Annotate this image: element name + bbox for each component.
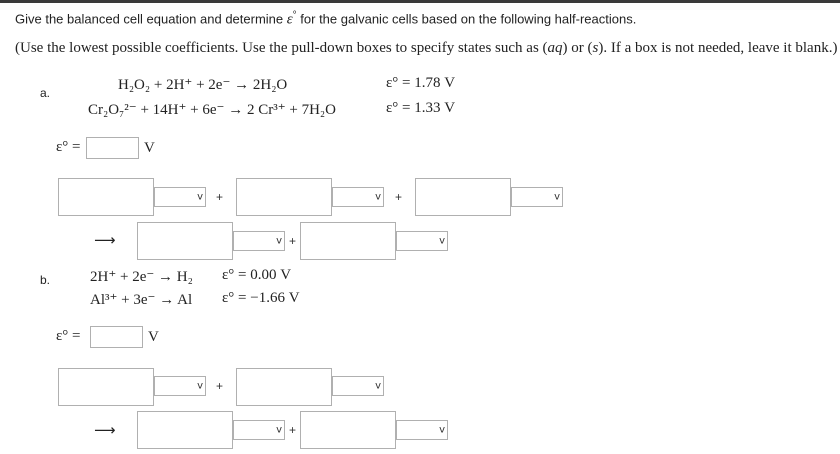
- part-b-emf-label: ε° =: [56, 328, 81, 344]
- part-b-product-2-state-select[interactable]: [396, 420, 448, 440]
- instruction-text: Give the balanced cell equation and determine: [15, 11, 287, 27]
- chevron-down-icon: v: [197, 191, 203, 203]
- part-b-unit: V: [148, 329, 159, 345]
- part-a-reaction-2: Cr₂O₇²⁻ + 14H⁺ + 6e⁻ → 2 Cr³⁺ + 7H₂O: [88, 102, 336, 118]
- part-a-reactant-3-input[interactable]: [415, 178, 511, 216]
- part-b-reaction-2: Al³⁺ + 3e⁻ → Al: [90, 292, 193, 308]
- part-a-emf-label: ε° =: [56, 139, 81, 155]
- chevron-down-icon: v: [375, 191, 381, 203]
- part-a-label: a.: [40, 86, 51, 100]
- part-b-potential-1: ε° = 0.00 V: [222, 267, 292, 283]
- state-s: s: [592, 40, 599, 56]
- top-border: [0, 0, 840, 3]
- chevron-down-icon: v: [276, 235, 282, 247]
- part-b-potential-2: ε° = −1.66 V: [222, 290, 300, 306]
- part-b-reactant-2-input[interactable]: [236, 368, 332, 406]
- part-b-emf-input[interactable]: [90, 326, 143, 348]
- part-a-product-1-state-select[interactable]: [233, 231, 285, 251]
- instruction-text: (Use the lowest possible coefficients. Use the pull-down boxes to specify states such as (: [15, 40, 548, 56]
- reaction-arrow: ⟶: [94, 231, 116, 249]
- part-a-emf-input[interactable]: [86, 137, 139, 159]
- part-a-reactant-2-input[interactable]: [236, 178, 332, 216]
- part-b-product-2-input[interactable]: [300, 411, 396, 449]
- instruction-line-2: [15, 40, 837, 57]
- state-aq: aq: [547, 40, 563, 56]
- plus-sign: +: [216, 379, 224, 393]
- part-b-reactant-2-state-select[interactable]: [332, 376, 384, 396]
- part-b-product-1-input[interactable]: [137, 411, 233, 449]
- chevron-down-icon: v: [439, 424, 445, 436]
- plus-sign: +: [216, 190, 224, 204]
- plus-sign: +: [289, 423, 297, 437]
- part-b-product-1-state-select[interactable]: [233, 420, 285, 440]
- chevron-down-icon: v: [276, 424, 282, 436]
- chevron-down-icon: v: [439, 235, 445, 247]
- part-b-reactant-1-state-select[interactable]: [154, 376, 206, 396]
- part-a-unit: V: [144, 140, 155, 156]
- part-a-product-1-input[interactable]: [137, 222, 233, 260]
- part-b-label: b.: [40, 273, 51, 287]
- part-a-potential-2: ε° = 1.33 V: [386, 100, 456, 116]
- part-a-potential-1: ε° = 1.78 V: [386, 75, 456, 91]
- degree-symbol: °: [292, 10, 297, 21]
- part-a-reaction-1: H₂O₂ + 2H⁺ + 2e⁻ → 2H₂O: [118, 77, 288, 93]
- part-a-reactant-2-state-select[interactable]: [332, 187, 384, 207]
- instruction-text: ). If a box is not needed, leave it blank.): [598, 40, 838, 56]
- part-b-reactant-1-input[interactable]: [58, 368, 154, 406]
- instruction-line-1: [15, 10, 636, 28]
- part-a-product-2-state-select[interactable]: [396, 231, 448, 251]
- chevron-down-icon: v: [375, 380, 381, 392]
- part-b-reaction-1: 2H⁺ + 2e⁻ → H₂: [90, 269, 193, 285]
- part-a-reactant-3-state-select[interactable]: [511, 187, 563, 207]
- part-a-reactant-1-input[interactable]: [58, 178, 154, 216]
- emf-symbol: ε: [286, 11, 293, 28]
- chevron-down-icon: v: [197, 380, 203, 392]
- plus-sign: +: [395, 190, 403, 204]
- plus-sign: +: [289, 234, 297, 248]
- instruction-text: ) or (: [562, 40, 593, 56]
- part-a-product-2-input[interactable]: [300, 222, 396, 260]
- chevron-down-icon: v: [554, 191, 560, 203]
- reaction-arrow: ⟶: [94, 421, 116, 439]
- instruction-text: for the galvanic cells based on the following half-reactions.: [296, 11, 637, 27]
- part-a-reactant-1-state-select[interactable]: [154, 187, 206, 207]
